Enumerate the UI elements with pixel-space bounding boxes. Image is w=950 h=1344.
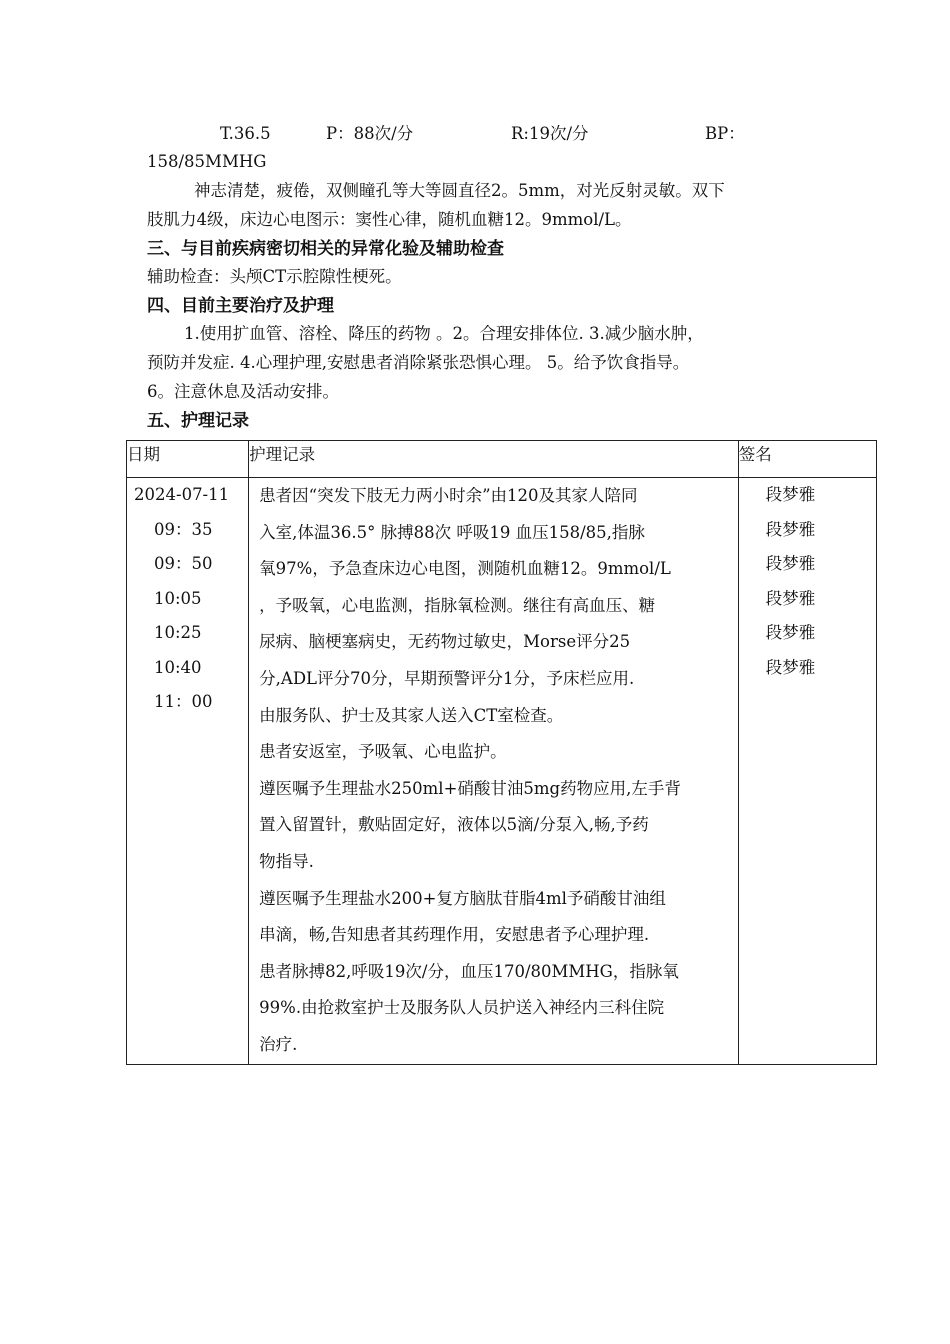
signature: 段梦雅 — [765, 485, 816, 504]
record-line: 遵医嘱予生理盐水250ml+硝酸甘油5mg药物应用,左手背 — [259, 778, 681, 798]
vital-temperature: T.36.5 — [220, 124, 271, 143]
signature-cell — [738, 478, 876, 1065]
record-time: 11：00 — [154, 692, 213, 711]
section3-text: 辅助检查：头颅CT示腔隙性梗死。 — [147, 267, 402, 286]
exam-line-2: 肢肌力4级，床边心电图示：窦性心律，随机血糖12。9mmol/L。 — [147, 210, 632, 229]
vital-bp-label: BP： — [705, 124, 745, 143]
record-line: 治疗. — [259, 1034, 298, 1054]
record-line: ，予吸氧，心电监测，指脉氧检测。继往有高血压、糖 — [259, 595, 656, 615]
vitals-row — [0, 123, 950, 145]
vital-bp-value: 158/85MMHG — [147, 152, 267, 171]
record-time: 10:05 — [154, 588, 202, 608]
record-time: 10:40 — [154, 657, 202, 677]
table-row — [127, 478, 877, 1065]
record-line: 入室,体温36.5° 脉搏88次 呼吸19 血压158/85,指脉 — [259, 522, 645, 542]
signature: 段梦雅 — [765, 519, 816, 539]
signature: 段梦雅 — [765, 588, 816, 608]
record-cell — [249, 478, 739, 1065]
record-date: 2024-07-11 — [134, 485, 230, 504]
exam-line-1: 神志清楚，疲倦，双侧瞳孔等大等圆直径2。5mm，对光反射灵敏。双下 — [194, 181, 725, 200]
vital-pulse: P：88次/分 — [326, 124, 414, 143]
record-line: 物指导. — [259, 851, 314, 871]
nursing-record-table — [126, 440, 877, 1065]
record-line: 串滴，畅,告知患者其药理作用，安慰患者予心理护理. — [259, 925, 650, 945]
record-line: 分,ADL评分70分，早期预警评分1分，予床栏应用. — [259, 668, 635, 688]
record-line: 患者脉搏82,呼吸19次/分，血压170/80MMHG，指脉氧 — [259, 961, 679, 981]
header-record: 护理记录 — [249, 441, 739, 478]
record-line: 遵医嘱予生理盐水200+复方脑肽苷脂4ml予硝酸甘油组 — [259, 888, 666, 908]
record-time: 10:25 — [154, 623, 202, 642]
section5-heading: 五、护理记录 — [147, 411, 249, 431]
header-date: 日期 — [127, 441, 249, 478]
signature: 段梦雅 — [765, 623, 816, 642]
section4-line-2: 预防并发症. 4.心理护理,安慰患者消除紧张恐惧心理。 5。给予饮食指导。 — [147, 353, 690, 372]
section4-heading: 四、目前主要治疗及护理 — [147, 296, 334, 316]
record-time: 09：50 — [154, 554, 213, 573]
record-time: 09：35 — [154, 519, 213, 539]
signature: 段梦雅 — [765, 657, 816, 677]
section4-line-3: 6。注意休息及活动安排。 — [147, 382, 339, 401]
record-line: 99%.由抢救室护士及服务队人员护送入神经内三科住院 — [259, 998, 665, 1018]
record-line: 患者因“突发下肢无力两小时余”由120及其家人陪同 — [259, 486, 638, 505]
date-cell — [127, 478, 249, 1065]
section3-heading: 三、与目前疾病密切相关的异常化验及辅助检查 — [147, 239, 504, 259]
section4-line-1: 1.使用扩血管、溶栓、降压的药物 。2。合理安排体位. 3.减少脑水肿， — [184, 324, 704, 343]
record-line: 氧97%，予急查床边心电图，测随机血糖12。9mmol/L — [259, 559, 671, 579]
header-signature: 签名 — [738, 441, 876, 478]
record-line: 患者安返室，予吸氧、心电监护。 — [259, 742, 507, 762]
table-header-row — [127, 441, 877, 478]
signature: 段梦雅 — [765, 554, 816, 573]
record-line: 尿病、脑梗塞病史，无药物过敏史，Morse评分25 — [259, 632, 631, 652]
vital-respiration: R:19次/分 — [511, 124, 589, 143]
record-line: 由服务队、护士及其家人送入CT室检查。 — [259, 705, 564, 725]
record-line: 置入留置针，敷贴固定好，液体以5滴/分泵入,畅,予药 — [259, 815, 649, 835]
